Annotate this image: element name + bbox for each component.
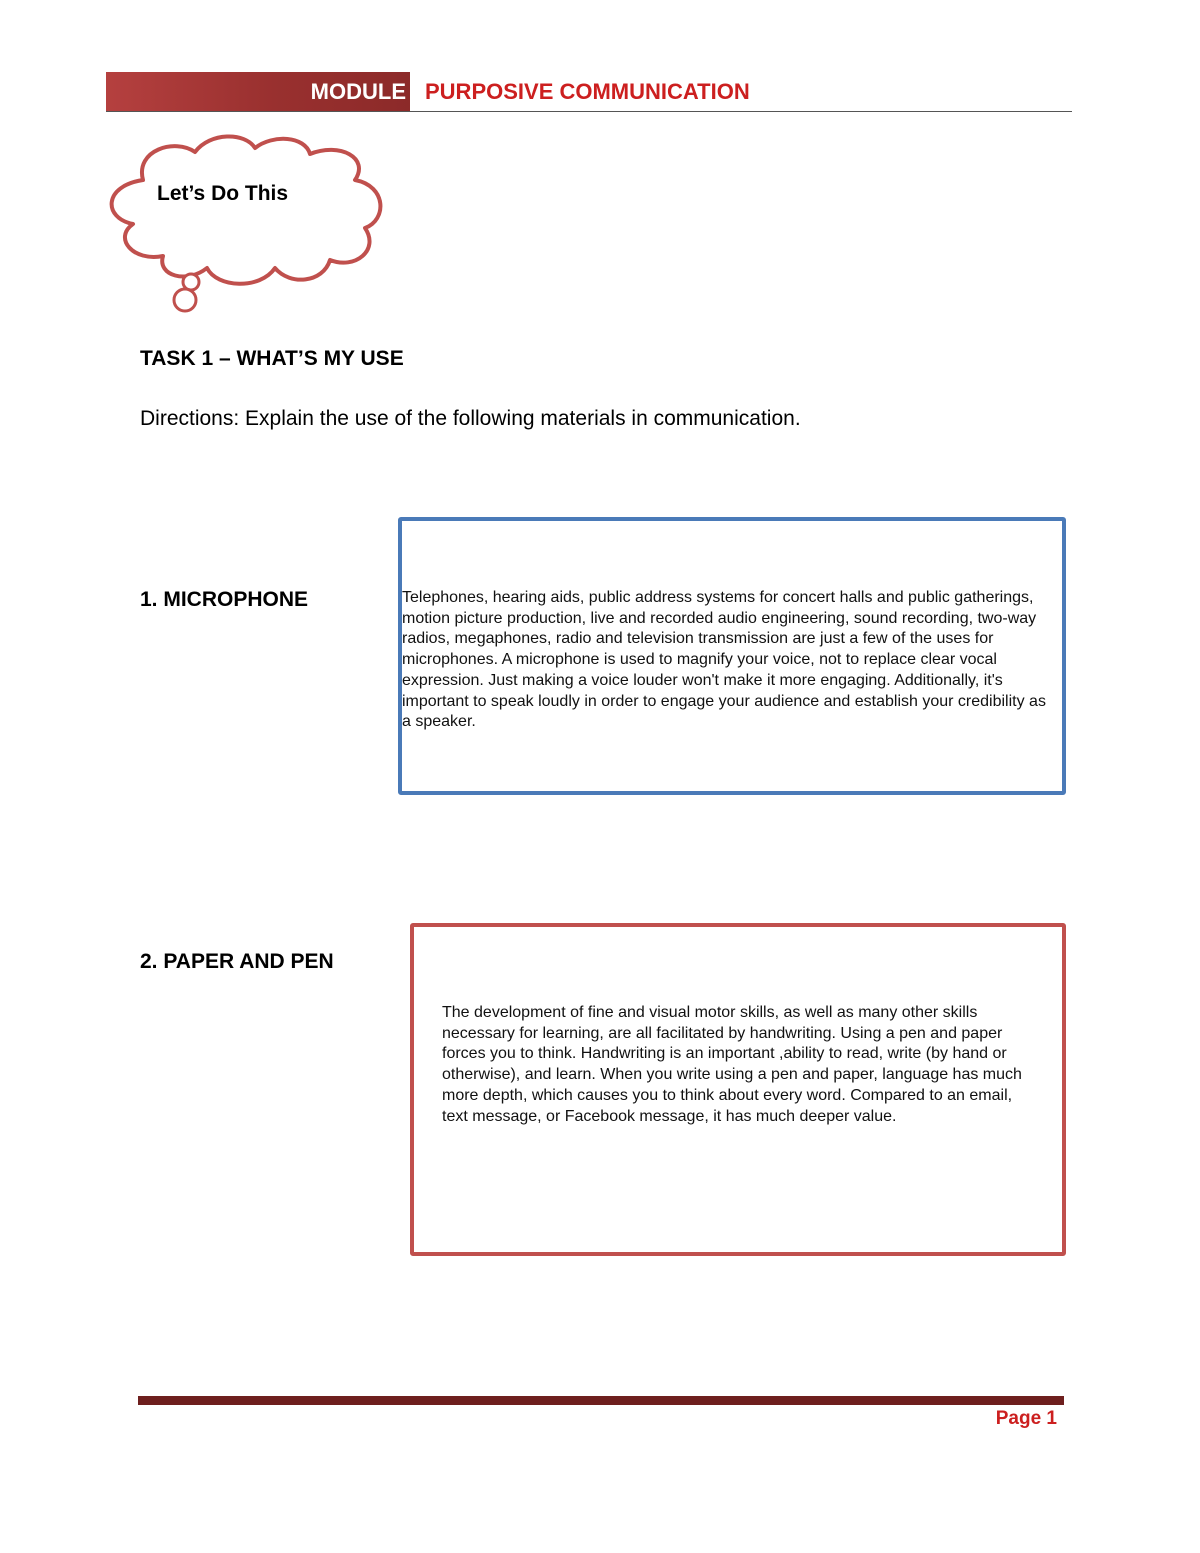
header-rule [106,111,1072,112]
item-label-paper-and-pen: 2. PAPER AND PEN [140,950,334,973]
callout-text: Let’s Do This [157,182,289,205]
answer-text-microphone: Telephones, hearing aids, public address systems for concert halls and public gatherings, motion picture production, live and recorded audio engineering, sound recording, two-way radios, megaphones, radio and television transmission are just a few of the uses for microphones. A microphone is used to magnify your voice, not to replace clear vocal expression. Just making a voice louder won't make it more engaging. Additionally, it's important to speak loudly in order to engage your audience and establish your credibility as a speaker. [402,589,1046,731]
item-label-microphone: 1. MICROPHONE [140,588,309,611]
thought-cloud-icon [95,128,395,318]
directions-text: Directions: Explain the use of the following materials in communication. [140,407,801,430]
task-title: TASK 1 – WHAT’S MY USE [140,347,404,370]
footer-rule [138,1396,1064,1405]
header-divider [410,72,412,112]
answer-text-paper-and-pen: The development of fine and visual motor skills, as well as many other skills necessary for learning, are all facilitated by handwriting. Using a pen and paper forces you to think. Handwriting is an important ,ability to read, write (by hand or otherwise), and learn. When you write using a pen and paper, language has much more depth, which causes you to think about every word. Compared to an email, text message, or Facebook message, it has much deeper value. [442,1004,1022,1125]
page-number: Page 1 [995,1408,1057,1429]
module-label: MODULE [310,79,406,104]
page-title: PURPOSIVE COMMUNICATION [425,79,750,104]
